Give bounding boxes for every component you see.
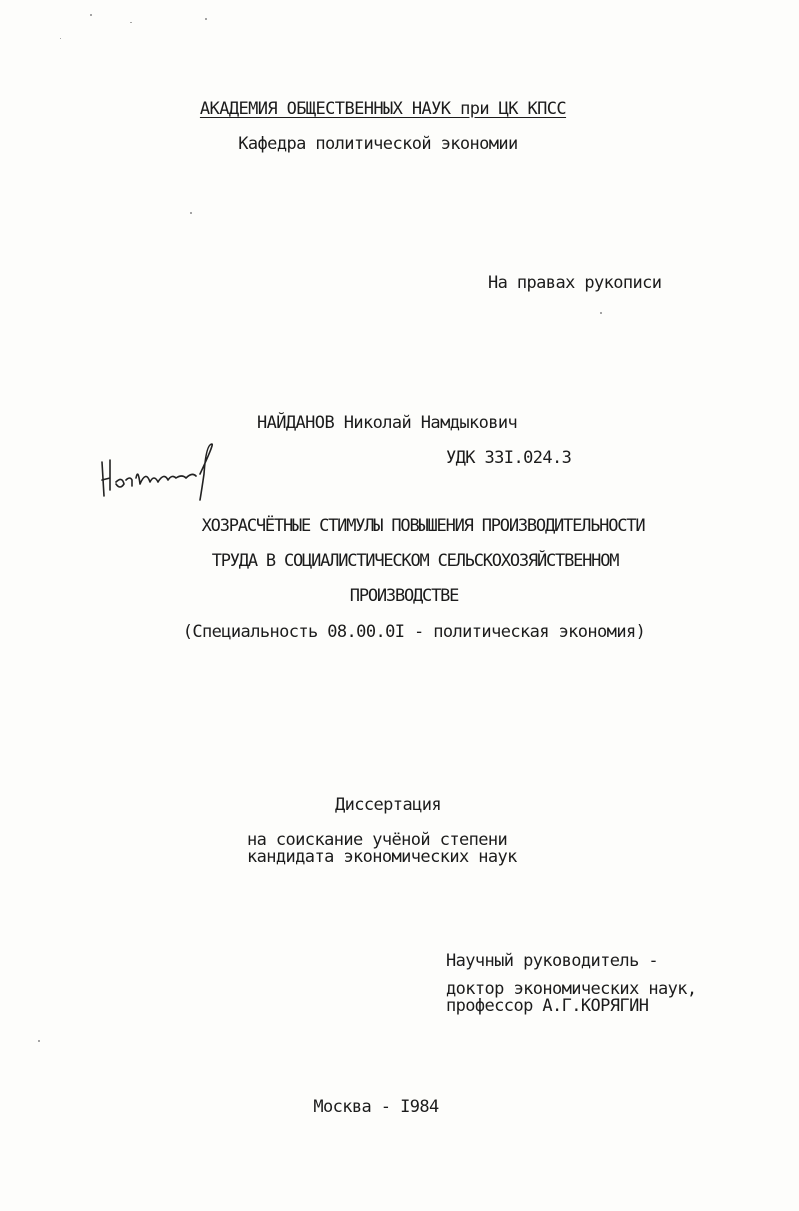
author-name: НАЙДАНОВ Николай Намдыкович (257, 413, 518, 433)
scan-speck (60, 38, 61, 39)
institution-name: АКАДЕМИЯ ОБЩЕСТВЕННЫХ НАУК при ЦК КПСС (199, 99, 567, 119)
scan-speck (600, 312, 602, 314)
scan-speck (38, 1040, 40, 1042)
title-line-3: ПРОИЗВОДСТВЕ (349, 586, 459, 606)
manuscript-note: На правах рукописи (488, 273, 662, 293)
title-line-1: ХОЗРАСЧЁТНЫЕ СТИМУЛЫ ПОВЫШЕНИЯ ПРОИЗВОДИТЕЛЬНОСТИ (201, 516, 645, 536)
dissertation-label: Диссертация (335, 795, 441, 815)
supervisor-name: профессор А.Г.КОРЯГИН (446, 996, 649, 1016)
supervisor-title: Научный руководитель - (446, 951, 658, 971)
scan-speck (130, 22, 132, 23)
place-and-year: Москва - I984 (313, 1097, 439, 1117)
title-line-2: ТРУДА В СОЦИАЛИСТИЧЕСКОМ СЕЛЬСКОХОЗЯЙСТВЕННОМ (211, 551, 619, 571)
scan-speck (190, 212, 192, 214)
degree-purpose-line-2: кандидата экономических наук (247, 847, 517, 867)
scan-speck (205, 18, 207, 20)
scan-speck (90, 14, 92, 16)
department-name: Кафедра политической экономии (238, 134, 518, 154)
degree-purpose-line-1: на соискание учёной степени (247, 830, 508, 850)
specialty: (Специальность 08.00.0I - политическая экономия) (182, 622, 646, 642)
author-signature (96, 440, 224, 502)
udc-code: УДК 33I.024.3 (446, 448, 572, 468)
supervisor-degree: доктор экономических наук, (446, 979, 697, 999)
